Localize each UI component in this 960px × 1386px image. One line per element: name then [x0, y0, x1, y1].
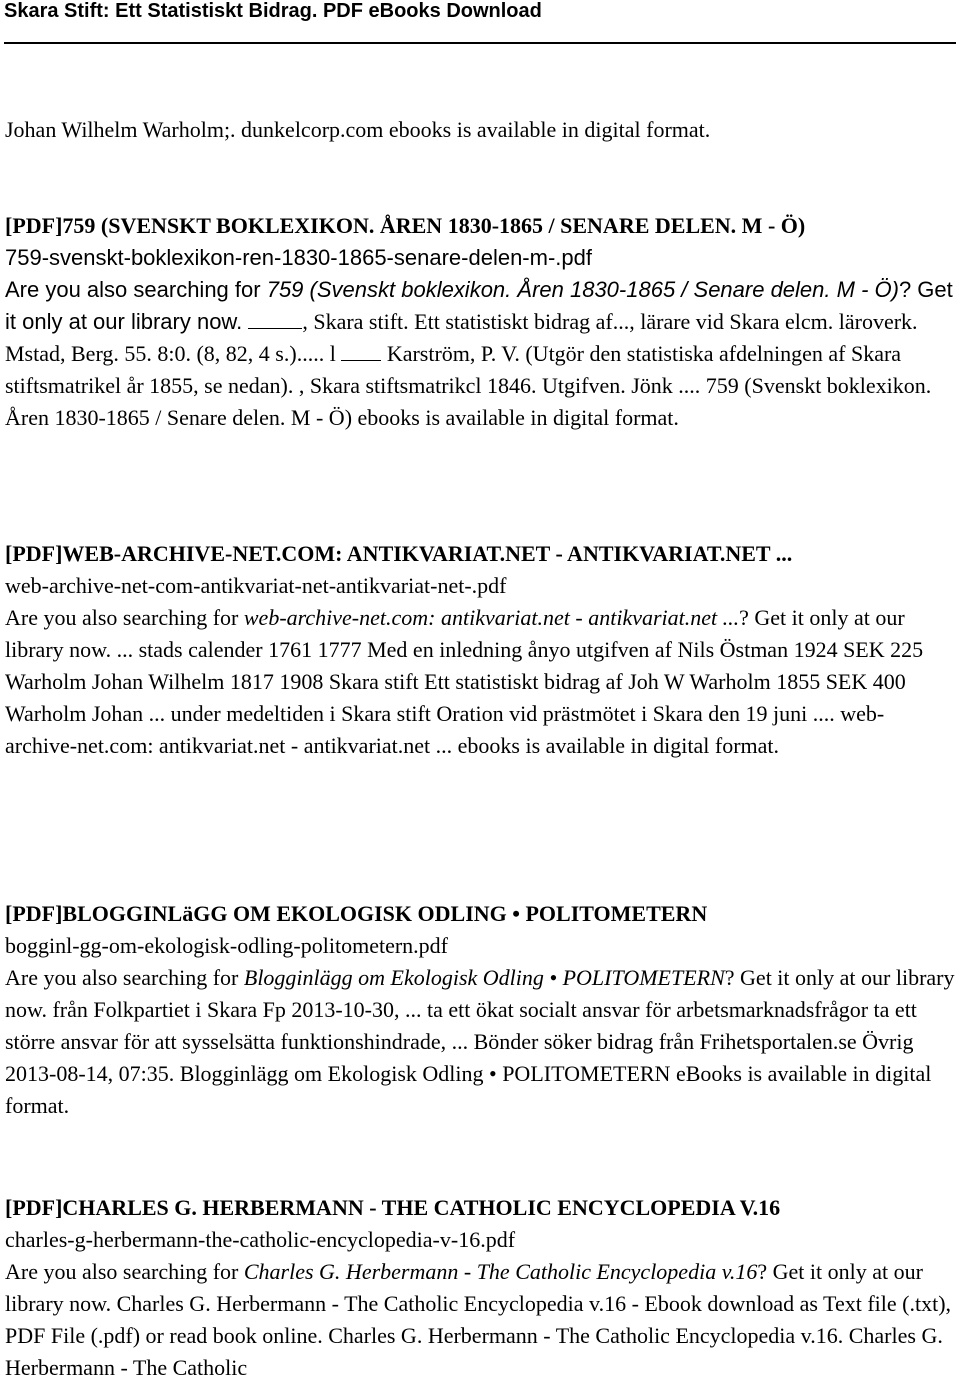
entry-759-svenskt-boklexikon [5, 210, 955, 434]
entry-excerpt-a: , Skara stift. Ett statistiskt bidrag af..., lärare vid Skara elcm. läroverk. Mstad, Berg. 55. 8:0. (8, 82, 4 s.)..... l [5, 309, 918, 366]
entry-search-title: Charles G. Herbermann - The Catholic Encyclopedia v.16 [243, 1259, 758, 1284]
entry-search-prefix: Are you also searching for [5, 605, 244, 630]
entry-title[interactable]: [PDF]WEB-ARCHIVE-NET.COM: ANTIKVARIAT.NET - ANTIKVARIAT.NET ... [5, 541, 793, 566]
intro-text: Johan Wilhelm Warholm;. dunkelcorp.com ebooks is available in digital format. [5, 117, 711, 142]
entry-catholic-encyclopedia [5, 1192, 955, 1384]
header-divider [4, 42, 956, 44]
entry-title[interactable]: [PDF]BLOGGINLäGG OM EKOLOGISK ODLING • POLITOMETERN [5, 901, 708, 926]
entry-search-title: web-archive-net.com: antikvariat.net - antikvariat.net ... [243, 605, 740, 630]
entry-title[interactable]: [PDF]CHARLES G. HERBERMANN - THE CATHOLIC ENCYCLOPEDIA V.16 [5, 1195, 781, 1220]
entry-filename: charles-g-herbermann-the-catholic-encyclopedia-v-16.pdf [5, 1227, 516, 1252]
entry-search-title: Blogginlägg om Ekologisk Odling • POLITOMETERN [243, 965, 725, 990]
entry-filename: 759-svenskt-boklexikon-ren-1830-1865-senare-delen-m-.pdf [5, 245, 592, 270]
blank-underline [248, 310, 302, 329]
entry-search-prefix: Are you also searching for [5, 965, 244, 990]
entry-search-prefix: Are you also searching for [5, 1259, 244, 1284]
page-header: Skara Stift: Ett Statistiskt Bidrag. PDF eBooks Download [4, 0, 542, 22]
entry-title[interactable]: [PDF]759 (SVENSKT BOKLEXIKON. ÅREN 1830-1865 / SENARE DELEN. M - Ö) [5, 213, 806, 238]
entry-filename: web-archive-net-com-antikvariat-net-antikvariat-net-.pdf [5, 573, 507, 598]
entry-get-it: ? Get it only at our library now. [5, 277, 953, 334]
entry-body: ? Get it only at our library now. ... stads calender 1761 1777 Med en inledning ånyo utgifven af Nils Östman 1924 SEK 225 Warholm Johan Wilhelm 1817 1908 Skara stift Ett statistiskt bidrag af Joh W Warholm 1855 SEK 400 Warholm Johan ... under medeltiden i Skara stift Oration vid prästmötet i Skara den 19 juni .... web-archive-net.com: antikvariat.net - antikvariat.net ... ebooks is available in digital format. [5, 605, 924, 758]
entry-web-archive-net [5, 538, 955, 762]
entry-body: ? Get it only at our library now. från Folkpartiet i Skara Fp 2013-10-30, ... ta ett ökat socialt ansvar för arbetsmarknadsfrågor ta ett större ansvar för att sysselsätta funktionshindrade, ... Bönder söker bidrag från Frihetsportalen.se Övrig 2013-08-14, 07:35. Blogginlägg om Ekologisk Odling • POLITOMETERN eBooks is available in digital format. [5, 965, 955, 1118]
entry-search-title: 759 (Svenskt boklexikon. Åren 1830-1865 / Senare delen. M - Ö) [266, 277, 899, 302]
entry-body: ? Get it only at our library now. Charles G. Herbermann - The Catholic Encyclopedia v.16 - Ebook download as Text file (.txt), PDF File (.pdf) or read book online. Charles G. Herbermann - The Catholic Encyclopedia v.16. Charles G. Herbermann - The Catholic [5, 1259, 952, 1380]
dash-line [341, 346, 381, 361]
entry-filename: bogginl-gg-om-ekologisk-odling-politometern.pdf [5, 933, 448, 958]
entry-search-prefix: Are you also searching for [5, 277, 267, 302]
entry-excerpt-b: Karström, P. V. (Utgör den statistiska afdelningen af Skara stiftsmatrikel år 1855, se nedan). , Skara stiftsmatrikcl 1846. Utgifven. Jönk .... 759 (Svenskt boklexikon. Åren 1830-1865 / Senare delen. M - Ö) ebooks is available in digital format. [5, 341, 932, 430]
entry-blogginlagg [5, 898, 955, 1122]
